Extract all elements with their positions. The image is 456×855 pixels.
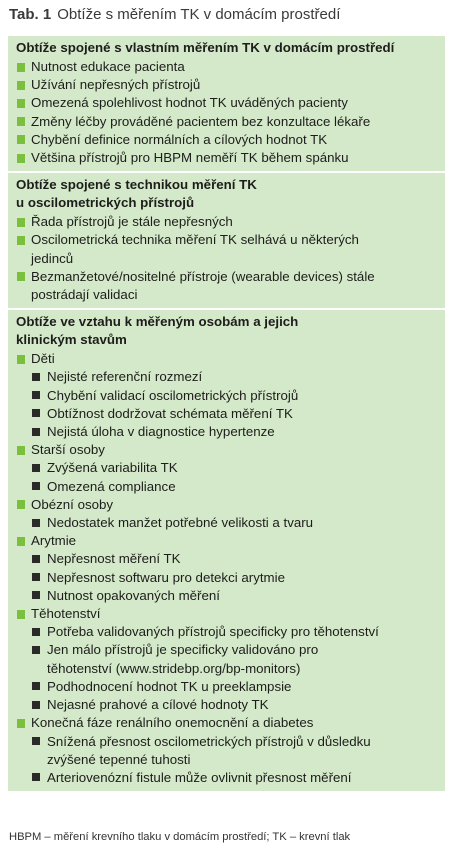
section-title-line: Obtíže ve vztahu k měřeným osobám a jejich [16, 314, 299, 330]
list-item-text: Potřeba validovaných přístrojů specificky pro těhotenství [47, 624, 379, 640]
list-item-text: Arytmie [31, 533, 77, 549]
square-bullet-dark-icon [32, 773, 40, 781]
sub-list-item [16, 550, 439, 568]
list-item [16, 714, 439, 732]
list-item-text: Jen málo přístrojů je specificky validováno pro [47, 642, 319, 658]
sub-list-item [16, 641, 439, 677]
list-item-text: Chybění definice normálních a cílových hodnot TK [31, 131, 328, 147]
list-item [16, 131, 439, 149]
square-bullet-dark-icon [32, 737, 40, 745]
list-item-text: Řada přístrojů je stále nepřesných [31, 214, 233, 230]
table [8, 36, 445, 791]
list-item-text: Těhotenství [31, 606, 101, 622]
list-item-text: Nutnost opakovaných měření [47, 587, 220, 603]
list-item-text: Starší osoby [31, 442, 105, 458]
section-title [16, 39, 439, 57]
list-item [16, 231, 439, 267]
section-title-line: Obtíže spojené s vlastním měřením TK v domácím prostředí [16, 40, 395, 55]
table-footnote: HBPM – měření krevního tlaku v domácím prostředí; TK – krevní tlak [9, 831, 351, 843]
square-bullet-dark-icon [32, 555, 40, 563]
sub-list-item [16, 423, 439, 441]
list-item-text: Nepřesnost softwaru pro detekci arytmie [47, 569, 285, 585]
table-title: Obtíže s měřením TK v domácím prostředí [57, 6, 341, 23]
square-bullet-dark-icon [32, 646, 40, 654]
square-bullet-dark-icon [32, 591, 40, 599]
square-bullet-dark-icon [32, 373, 40, 381]
list-item-text: Nejasné prahové a cílové hodnoty TK [47, 697, 269, 713]
section-title [16, 176, 439, 212]
list-item-text: Arteriovenózní fistule může ovlivnit přesnost měření [47, 769, 352, 785]
square-bullet-green-icon [17, 218, 25, 227]
square-bullet-dark-icon [32, 409, 40, 417]
square-bullet-dark-icon [32, 573, 40, 581]
sub-list-item [16, 587, 439, 605]
sub-list-item [16, 387, 439, 405]
sub-list-item [16, 678, 439, 696]
square-bullet-dark-icon [32, 482, 40, 490]
table-number: Tab. 1 [9, 6, 52, 23]
list-item-text: Obtížnost dodržovat schémata měření TK [47, 405, 293, 421]
list-item [16, 94, 439, 112]
list-item-text: Děti [31, 351, 55, 367]
list-item [16, 58, 439, 76]
list-item-text: Omezená spolehlivost hodnot TK uváděných pacienty [31, 95, 348, 111]
table-section [8, 308, 445, 791]
square-bullet-dark-icon [32, 701, 40, 709]
list-item [16, 213, 439, 231]
square-bullet-dark-icon [32, 428, 40, 436]
table-section [8, 36, 445, 171]
table-section [8, 171, 445, 308]
list-item [16, 496, 439, 514]
square-bullet-green-icon [17, 719, 25, 728]
list-item-text: Nepřesnost měření TK [47, 551, 181, 567]
square-bullet-green-icon [17, 99, 25, 108]
section-title-line: klinickým stavům [16, 332, 127, 348]
sub-list-item [16, 696, 439, 714]
sub-list-item [16, 623, 439, 641]
list-item [16, 113, 439, 131]
list-item-text: Nedostatek manžet potřebné velikosti a tvaru [47, 515, 314, 531]
square-bullet-green-icon [17, 63, 25, 72]
square-bullet-green-icon [17, 81, 25, 90]
sub-list-item [16, 514, 439, 532]
list-item-text: Oscilometrická technika měření TK selhává u některých [31, 232, 359, 248]
list-item-text: Zvýšená variabilita TK [47, 460, 178, 476]
square-bullet-dark-icon [32, 682, 40, 690]
section-title-line: Obtíže spojené s technikou měření TK [16, 177, 257, 193]
list-item-text: Podhodnocení hodnot TK u preeklampsie [47, 678, 292, 694]
section-title-line: u oscilometrických přístrojů [16, 195, 195, 211]
list-item-text: Chybění validací oscilometrických přístrojů [47, 387, 299, 403]
square-bullet-green-icon [17, 117, 25, 126]
list-item [16, 605, 439, 623]
list-item-text: Omezená compliance [47, 478, 176, 494]
section-title [16, 313, 439, 349]
sub-list-item [16, 733, 439, 769]
list-item-text: Nejistá úloha v diagnostice hypertenze [47, 424, 275, 440]
list-item [16, 149, 439, 167]
list-item-text: Obézní osoby [31, 496, 114, 512]
sub-list-item [16, 459, 439, 477]
square-bullet-green-icon [17, 355, 25, 364]
square-bullet-green-icon [17, 446, 25, 455]
list-item-text: Nutnost edukace pacienta [31, 59, 185, 74]
list-item-text: Užívání nepřesných přístrojů [31, 77, 201, 93]
sub-list-item [16, 368, 439, 386]
square-bullet-green-icon [17, 500, 25, 509]
square-bullet-dark-icon [32, 519, 40, 527]
list-item [16, 268, 439, 304]
square-bullet-green-icon [17, 610, 25, 619]
square-bullet-dark-icon [32, 464, 40, 472]
sub-list-item [16, 405, 439, 423]
list-item-text: Změny léčby prováděné pacientem bez konzultace lékaře [31, 113, 371, 129]
list-item [16, 76, 439, 94]
list-item-text: Snížená přesnost oscilometrických přístrojů v důsledku [47, 733, 371, 749]
list-item-text: Bezmanžetové/nositelné přístroje (wearable devices) stále [31, 268, 375, 284]
list-item-text: Nejisté referenční rozmezí [47, 369, 203, 385]
square-bullet-dark-icon [32, 391, 40, 399]
square-bullet-green-icon [17, 537, 25, 546]
list-item [16, 441, 439, 459]
table-caption [9, 5, 340, 25]
square-bullet-green-icon [17, 135, 25, 144]
list-item-text: Konečná fáze renálního onemocnění a diabetes [31, 715, 314, 731]
list-item [16, 350, 439, 368]
list-item [16, 532, 439, 550]
sub-list-item [16, 478, 439, 496]
list-item-text: zvýšené tepenné tuhosti [47, 751, 191, 767]
sub-list-item [16, 769, 439, 787]
list-item-text: Většina přístrojů pro HBPM neměří TK během spánku [31, 150, 349, 166]
list-item-text: postrádají validaci [31, 287, 138, 303]
square-bullet-green-icon [17, 236, 25, 245]
square-bullet-green-icon [17, 272, 25, 281]
list-item-text: jedinců [31, 250, 74, 266]
sub-list-item [16, 569, 439, 587]
list-item-text: těhotenství (www.stridebp.org/bp-monitors) [47, 660, 301, 676]
square-bullet-green-icon [17, 154, 25, 163]
square-bullet-dark-icon [32, 628, 40, 636]
